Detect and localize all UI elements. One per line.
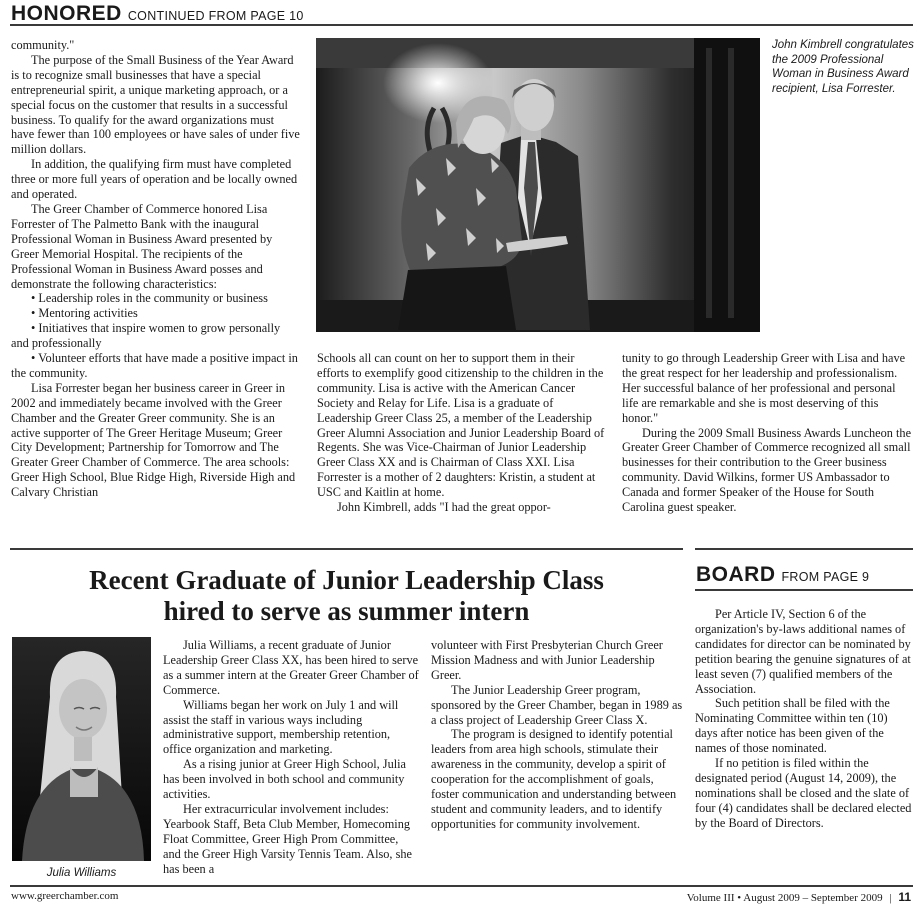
- paragraph: • Mentoring activities: [31, 306, 138, 321]
- footer-separator: |: [889, 892, 892, 904]
- article-column-3: [622, 351, 912, 515]
- intern-headline: [10, 565, 683, 627]
- paragraph: In addition, the qualifying firm must have completed three or more full years of operation and be locally owned and operated.: [11, 157, 298, 202]
- paragraph: During the 2009 Small Business Awards Luncheon the Greater Greer Chamber of Commerce recognized all small businesses for their contribution to the Greer business community. David Wilkins, former US Ambassador to Canada and former Speaker of the House for South Carolina guest speaker.: [622, 425, 912, 515]
- section-divider-right: [695, 548, 913, 550]
- footer-website: www.greerchamber.com: [11, 890, 119, 902]
- photo-julia-williams: [12, 637, 151, 861]
- paragraph: Schools all can count on her to support them in their efforts to exemplify good citizenship to the children in the community. Lisa is active with the American Cancer Society and Relay for Life. Lisa is a graduate of Leadership Greer Class 25, a member of the Leadership Greer Alumni Association and Junior Leadership Board of Regents. She was Vice-Chairman of Junior Leadership Greer Class XX and is Chairman of Class XXI. Lisa Forrester is a mother of 2 daughters: Kristin, a student at USC and Kaitlin at home.: [317, 351, 605, 500]
- paragraph: The program is designed to identify potential leaders from area high schools, stimulate their awareness in the community, develop a spirit of cooperation for the accomplishment of goals, foster communication and understanding between student and community leaders, and to identify opportunities for community involvement.: [431, 727, 677, 831]
- article-column-1: [11, 38, 300, 500]
- paragraph: tunity to go through Leadership Greer with Lisa and have the great respect for her leadership and professionalism. Her successful balance of her professional and personal life are remarkable and she is most deserving of this honor.": [622, 351, 906, 425]
- intern-headline-line-1: Recent Graduate of Junior Leadership Class: [89, 565, 604, 595]
- paragraph: The Junior Leadership Greer program, sponsored by the Greer Chamber, began in 1989 as a class project of Leadership Greer Class X.: [431, 682, 683, 727]
- section-label: HONORED: [11, 2, 122, 25]
- intern-column-1: [163, 638, 419, 877]
- photo-kimbrell-forrester: [316, 38, 760, 332]
- paragraph: Per Article IV, Section 6 of the organization's by-laws additional names of candidates for director can be nominated by petition bearing the genuine signatures of at least seven (7) qualified members of the Association.: [695, 607, 911, 696]
- board-continued-note: FROM PAGE 9: [781, 570, 870, 584]
- paragraph: The purpose of the Small Business of the Year Award is to recognize small businesses that have a special entrepreneurial spirit, a unique marketing approach, or a special focus on the customer that results in a successful business. To qualify for the award organizations must have fewer than 100 employees or have sales of under five million dollars.: [11, 52, 300, 157]
- paragraph: As a rising junior at Greer High School, Julia has been involved in both school and community activities.: [163, 757, 407, 802]
- paragraph: Lisa Forrester began her business career in Greer in 2002 and immediately became involved with the Greer Chamber and the Greater Greer community. She is an active supporter of The Greer Heritage Museum; Greer City Development; Partnership for Tomorrow and The Greater Greer Chamber of Commerce. The area schools: Greer High School, Blue Ridge High, Riverside High and Calvary Christian: [11, 380, 296, 500]
- paragraph: Her extracurricular involvement includes: Yearbook Staff, Beta Club Member, Homecoming Float Committee, Greer High Prom Committee, and the Greer High Varsity Tennis Team. Also, she has been a: [163, 801, 412, 876]
- paragraph: community.": [11, 38, 75, 52]
- intern-column-2: [431, 638, 683, 832]
- footer-issue: Volume III • August 2009 – September 2009: [686, 892, 883, 904]
- paragraph: John Kimbrell, adds "I had the great oppor-: [337, 500, 551, 515]
- board-column: [695, 607, 913, 831]
- paragraph: • Volunteer efforts that have made a positive impact in the community.: [11, 351, 298, 380]
- article-column-2: [317, 351, 606, 515]
- paragraph: If no petition is filed within the designated period (August 14, 2009), the nominations shall be closed and the slate of four (4) candidates shall be declared elected by the Board of Directors.: [695, 756, 912, 830]
- photo-caption-kimbrell: John Kimbrell congratulates the 2009 Professional Woman in Business Award recipient, Lisa Forrester.: [772, 39, 914, 95]
- paragraph: • Initiatives that inspire women to grow personally and professionally: [11, 321, 281, 351]
- board-header-rule: [695, 589, 913, 591]
- photo-caption-julia: Julia Williams: [46, 867, 117, 879]
- paragraph: The Greer Chamber of Commerce honored Lisa Forrester of The Palmetto Bank with the inaugural Professional Woman in Business Award presented by Greer Memorial Hospital. The recipients of the Professional Woman in Business Award posses and demonstrate the following characteristics:: [11, 201, 273, 291]
- intern-headline-line-2: hired to serve as summer intern: [163, 596, 530, 626]
- section-header-board: [696, 563, 869, 587]
- photo-illustration: [316, 38, 760, 332]
- paragraph: Williams began her work on July 1 and will assist the staff in various ways including administrative support, membership retention, office organization and marketing.: [163, 697, 399, 757]
- paragraph: Julia Williams, a recent graduate of Junior Leadership Greer Class XX, has been hired to serve as a summer intern at the Greater Greer Chamber of Commerce.: [163, 638, 419, 697]
- paragraph: Such petition shall be filed with the Nominating Committee within ten (10) days after notice has been given of the names of those nominated.: [695, 696, 890, 756]
- footer-issue-info: [687, 890, 911, 904]
- continued-note: CONTINUED FROM PAGE 10: [127, 9, 304, 23]
- section-header-honored: [11, 2, 304, 26]
- board-label: BOARD: [696, 563, 776, 586]
- portrait-illustration: [12, 637, 151, 861]
- page-number: 11: [898, 890, 911, 904]
- section-divider-left: [10, 548, 683, 550]
- paragraph: • Leadership roles in the community or business: [31, 291, 268, 306]
- paragraph: volunteer with First Presbyterian Church Greer Mission Madness and with Junior Leadership Greer.: [431, 638, 663, 682]
- footer-rule: [10, 885, 913, 887]
